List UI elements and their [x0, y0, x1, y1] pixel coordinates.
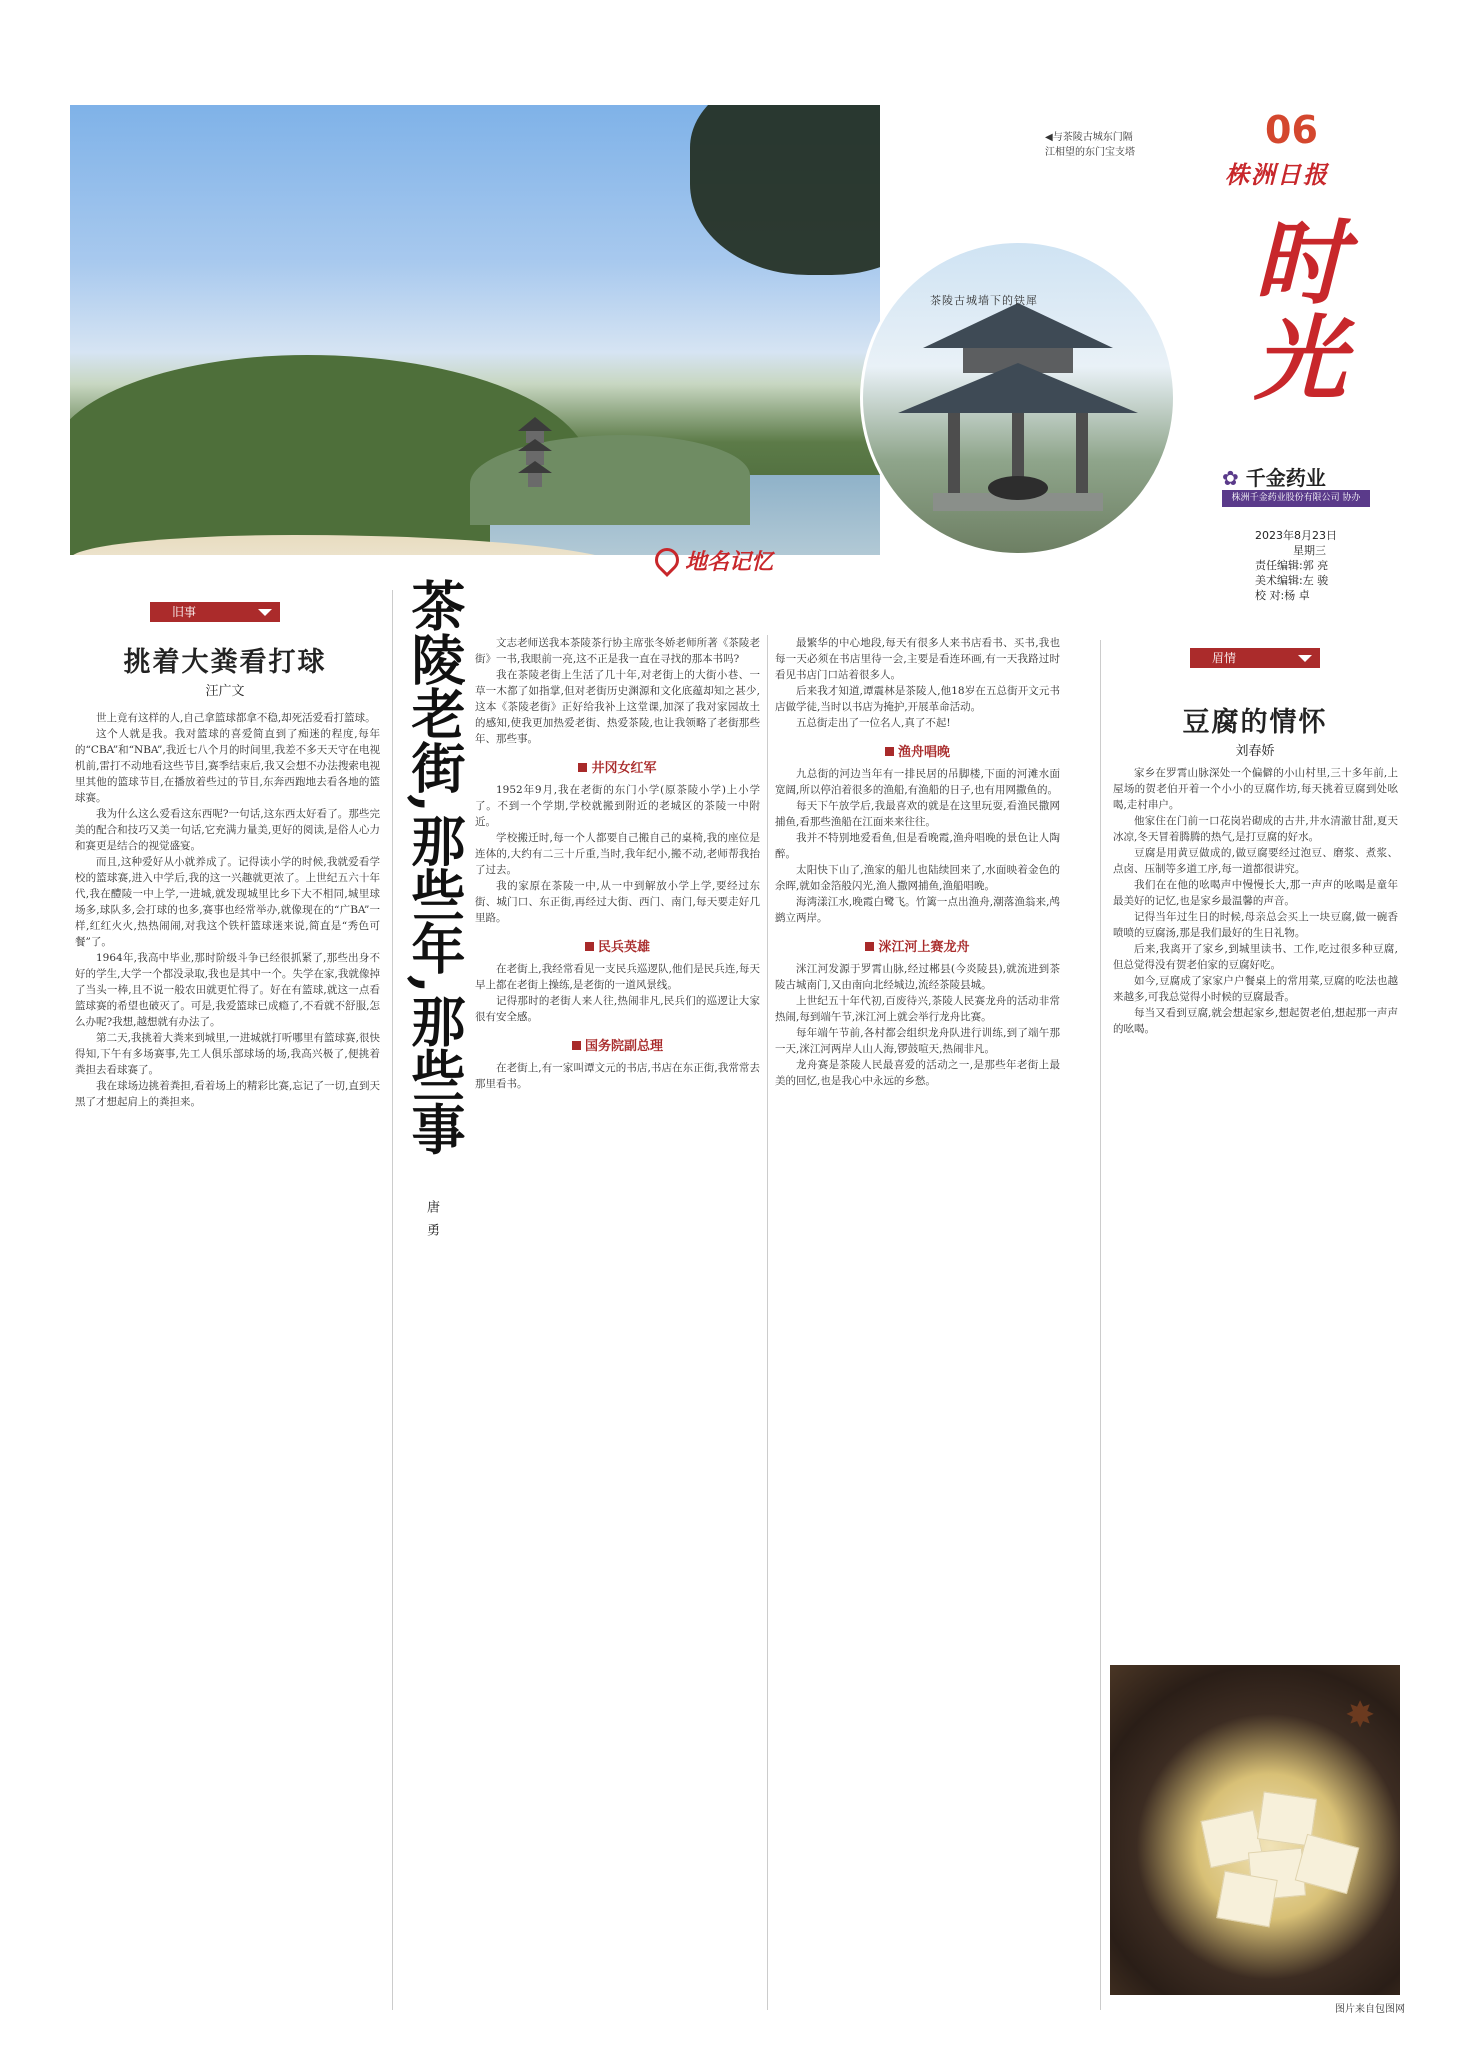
right-column-tag: 眉情 — [1190, 648, 1320, 668]
paragraph: 记得当年过生日的时候,母亲总会买上一块豆腐,做一碗香喷喷的豆腐汤,那是我们最好的生日礼物。 — [1113, 911, 1398, 939]
paragraph: 九总街的河边当年有一排民居的吊脚楼,下面的河滩水面宽阔,所以停泊着很多的渔船,有渔船的日子,也有用网撒鱼的。 — [775, 768, 1060, 796]
paragraph: 每当又看到豆腐,就会想起家乡,想起贺老伯,想起那一声声的吆喝。 — [1113, 1007, 1398, 1035]
paragraph: 1964年,我高中毕业,那时阶级斗争已经很抓紧了,那些出身不好的学生,大学一个都没录取,我也是其中一个。失学在家,我就像掉了当头一棒,且不说一般农田就更忙得了。好在有篮球,就这一点看篮球赛的希望也破灭了。可是,我爱篮球已成瘾了,不看就不舒服,怎么办呢?我想,越想就有办法了。 — [75, 952, 380, 1028]
paragraph: 在老街上,我经常看见一支民兵巡逻队,他们是民兵连,每天早上都在老街上操练,是老街的一道风景线。 — [475, 963, 760, 991]
paragraph: 而且,这种爱好从小就养成了。记得读小学的时候,我就爱看学校的篮球赛,进入中学后,我的这一兴趣就更浓了。上世纪五六十年代,我在醴陵一中上学,一进城,就发现城里比乡下大不相同,城里球场多,球队多,会打球的也多,赛事也经常举办,就像现在的“广BA”一样,红红火火,热热闹闹,对我这个铁杆篮球迷来说,简直是“秀色可餐”了。 — [75, 856, 380, 948]
paragraph: 龙舟赛是茶陵人民最喜爱的活动之一,是那些年老街上最美的回忆,也是我心中永远的乡愁。 — [775, 1059, 1060, 1087]
paragraph: 我为什么这么爱看这东西呢?一句话,这东西太好看了。那些完美的配合和技巧又美一句话,它充满力量美,更好的阅读,是俗人心力和赛更是结合的视觉盛宴。 — [75, 808, 380, 852]
sponsor-logo — [1222, 462, 1326, 491]
paragraph: 太阳快下山了,渔家的船儿也陆续回来了,水面映着金色的余晖,就如金箔般闪光,渔人撒网捕鱼,渔船唱晚。 — [775, 864, 1060, 892]
paragraph: 这个人就是我。我对篮球的喜爱简直到了痴迷的程度,每年的“CBA”和“NBA”,我近七八个月的时间里,我差不多天天守在电视机前,雷打不动地看这些节目,赛季结束后,我又会想不办法搜索电视里其他的篮球节目,在播放着些过的节目,东奔西跑地去看各地的篮球赛。 — [75, 728, 380, 804]
paragraph: 海湾漾江水,晚霞白鹭飞。竹篱一点出渔舟,潮落渔翁来,鸬鹚立两岸。 — [775, 896, 1060, 924]
tofu-piece — [1216, 1871, 1278, 1928]
main-article-author: 唐勇 — [424, 1200, 439, 1246]
column-title: 时光 — [1253, 209, 1346, 413]
left-column-tag: 旧事 — [150, 602, 280, 622]
right-article-title: 豆腐的情怀 — [1182, 707, 1328, 738]
section-intro — [475, 635, 760, 747]
left-article-author: 汪广文 — [205, 684, 245, 699]
section-heading: 民兵英雄 — [475, 936, 760, 955]
section-label: 地名记忆 — [685, 550, 774, 575]
right-article-body — [1113, 765, 1398, 1645]
paragraph: 最繁华的中心地段,每天有很多人来书店看书、买书,我也每一天必须在书店里待一会,主要是看连环画,有一天我路过时看见书店门口站着很多人。 — [775, 637, 1060, 681]
star-anise-icon: ✸ — [1345, 1695, 1376, 1736]
paragraph: 第二天,我挑着大粪来到城里,一进城就打听哪里有篮球赛,很快得知,下午有多场赛事,先工人俱乐部球场的场,我高兴极了,便挑着粪担去看球赛了。 — [75, 1032, 380, 1076]
paragraph: 我们在在他的吆喝声中慢慢长大,那一声声的吆喝是童年最美好的记忆,也是家乡最温馨的声音。 — [1113, 879, 1398, 907]
main-article-column-2 — [775, 635, 1060, 2010]
top-photo-caption: ◀与茶陵古城东门隔江相望的东门宝支塔 — [1045, 132, 1135, 158]
pavilion-icon — [863, 243, 1173, 553]
paragraph: 我的家原在茶陵一中,从一中到解放小学上学,要经过东街、城门口、东正街,再经过大街、西门、南门,每天要走好几里路。 — [475, 880, 760, 924]
paragraph: 如今,豆腐成了家家户户餐桌上的常用菜,豆腐的吃法也越来越多,可我总觉得小时候的豆腐最香。 — [1113, 975, 1398, 1003]
right-article-author: 刘春娇 — [1235, 744, 1275, 759]
section-body — [775, 635, 1060, 731]
section-body — [775, 961, 1060, 1089]
editor-credit: 责任编辑:郭 亮 — [1255, 559, 1329, 572]
paragraph: 学校搬迁时,每一个人都要自己搬自己的桌椅,我的座位是连体的,大约有二三十斤重,当时,我年纪小,搬不动,老师帮我抬了过去。 — [475, 832, 760, 876]
paragraph: 每年端午节前,各村都会组织龙舟队进行训练,到了端午那一天,洣江河两岸人山人海,锣鼓喧天,热闹非凡。 — [775, 1027, 1060, 1055]
hero-photo — [70, 105, 880, 555]
paragraph: 每天下午放学后,我最喜欢的就是在这里玩耍,看渔民撒网捕鱼,看那些渔船在江面来来往往。 — [775, 800, 1060, 828]
flower-icon: ✿ — [1222, 466, 1239, 490]
photo-credit: 图片来自包图网 — [1335, 2004, 1405, 2015]
proof-credit: 校 对:杨 卓 — [1255, 589, 1310, 602]
paper-name: 株洲日报 — [1225, 160, 1329, 189]
paragraph: 后来,我离开了家乡,到城里读书、工作,吃过很多种豆腐,但总觉得没有贺老伯家的豆腐好吃。 — [1113, 943, 1398, 971]
hero-pagoda-icon — [518, 417, 552, 487]
left-article-title: 挑着大粪看打球 — [123, 647, 327, 678]
paragraph: 文志老师送我本茶陵茶行协主席张冬娇老师所著《茶陵老街》一书,我眼前一亮,这不正是我一直在寻找的那本书吗? — [475, 637, 760, 665]
paragraph: 洣江河发源于罗霄山脉,经过郴县(今炎陵县),就流进到茶陵古城南门,又由南向北经城边,流经茶陵县城。 — [775, 963, 1060, 991]
hero-tree-silhouette — [690, 105, 880, 275]
paragraph: 豆腐是用黄豆做成的,做豆腐要经过泡豆、磨浆、煮浆、点卤、压制等多道工序,每一道都很讲究。 — [1113, 847, 1398, 875]
column-divider — [767, 635, 768, 2010]
section-body — [475, 1060, 760, 1092]
issue-meta — [1255, 528, 1337, 603]
paragraph: 1952年9月,我在老街的东门小学(原茶陵小学)上小学了。不到一个学期,学校就搬到附近的老城区的茶陵一中附近。 — [475, 784, 760, 828]
issue-date: 2023年8月23日 — [1255, 529, 1337, 542]
section-heading: 井冈女红军 — [475, 757, 760, 776]
paragraph: 我在茶陵老街上生活了几十年,对老街上的大街小巷、一草一木都了如指掌,但对老街历史渊源和文化底蕴却知之甚少,这本《茶陵老街》正好给我补上这堂课,加深了我对家园故土的感知,使我更加热爱老街、热爱茶陵,也让我领略了老街那些年、那些事。 — [475, 669, 760, 745]
section-heading: 渔舟唱晚 — [775, 741, 1060, 760]
circle-photo — [860, 240, 1176, 556]
page-number: 06 — [1265, 108, 1318, 152]
sponsor-name: 千金药业 — [1245, 466, 1326, 490]
column-divider — [392, 590, 393, 2010]
paragraph: 记得那时的老街人来人往,热闹非凡,民兵们的巡逻让大家很有安全感。 — [475, 995, 760, 1023]
paragraph: 上世纪五十年代初,百废待兴,茶陵人民赛龙舟的活动非常热闹,每到端午节,洣江河上就会举行龙舟比赛。 — [775, 995, 1060, 1023]
sponsor-bar: 株洲千金药业股份有限公司 协办 — [1222, 490, 1370, 507]
paragraph: 世上竟有这样的人,自己拿篮球都拿不稳,却死活爱看打篮球。 — [96, 712, 376, 724]
column-divider — [1100, 640, 1101, 2010]
paragraph: 我在球场边挑着粪担,看着场上的精彩比赛,忘记了一切,直到天黑了才想起肩上的粪担来。 — [75, 1080, 380, 1108]
paragraph: 五总街走出了一位名人,真了不起! — [796, 717, 951, 729]
section-heading: 洣江河上赛龙舟 — [775, 936, 1060, 955]
issue-weekday: 星期三 — [1293, 544, 1326, 557]
section-heading: 国务院副总理 — [475, 1035, 760, 1054]
section-body — [475, 961, 760, 1025]
paragraph: 在老街上,有一家叫谭文元的书店,书店在东正街,我常常去那里看书。 — [475, 1062, 760, 1090]
paragraph: 后来我才知道,谭震林是茶陵人,他18岁在五总街开文元书店做学徒,当时以书店为掩护,开展革命活动。 — [775, 685, 1060, 713]
circle-photo-caption: 茶陵古城墙下的铁犀 — [930, 294, 1038, 307]
art-credit: 美术编辑:左 骏 — [1255, 574, 1329, 587]
paragraph: 他家住在门前一口花岗岩砌成的古井,井水清澈甘甜,夏天冰凉,冬天冒着腾腾的热气,是打豆腐的好水。 — [1113, 815, 1398, 843]
section-body — [475, 782, 760, 926]
tofu-photo — [1110, 1665, 1400, 1995]
left-article-body — [75, 710, 380, 2010]
paragraph: 我并不特别地爱看鱼,但是看晚霞,渔舟唱晚的景色让人陶醉。 — [775, 832, 1060, 860]
section-body — [775, 766, 1060, 926]
main-article-title: 茶陵老街,那些年,那些事 — [403, 578, 467, 1156]
main-article-column-1 — [475, 635, 760, 2010]
paragraph: 家乡在罗霄山脉深处一个偏僻的小山村里,三十多年前,上屋场的贺老伯开着一个小小的豆腐作坊,每天挑着豆腐到处吆喝,走村串户。 — [1113, 767, 1398, 811]
